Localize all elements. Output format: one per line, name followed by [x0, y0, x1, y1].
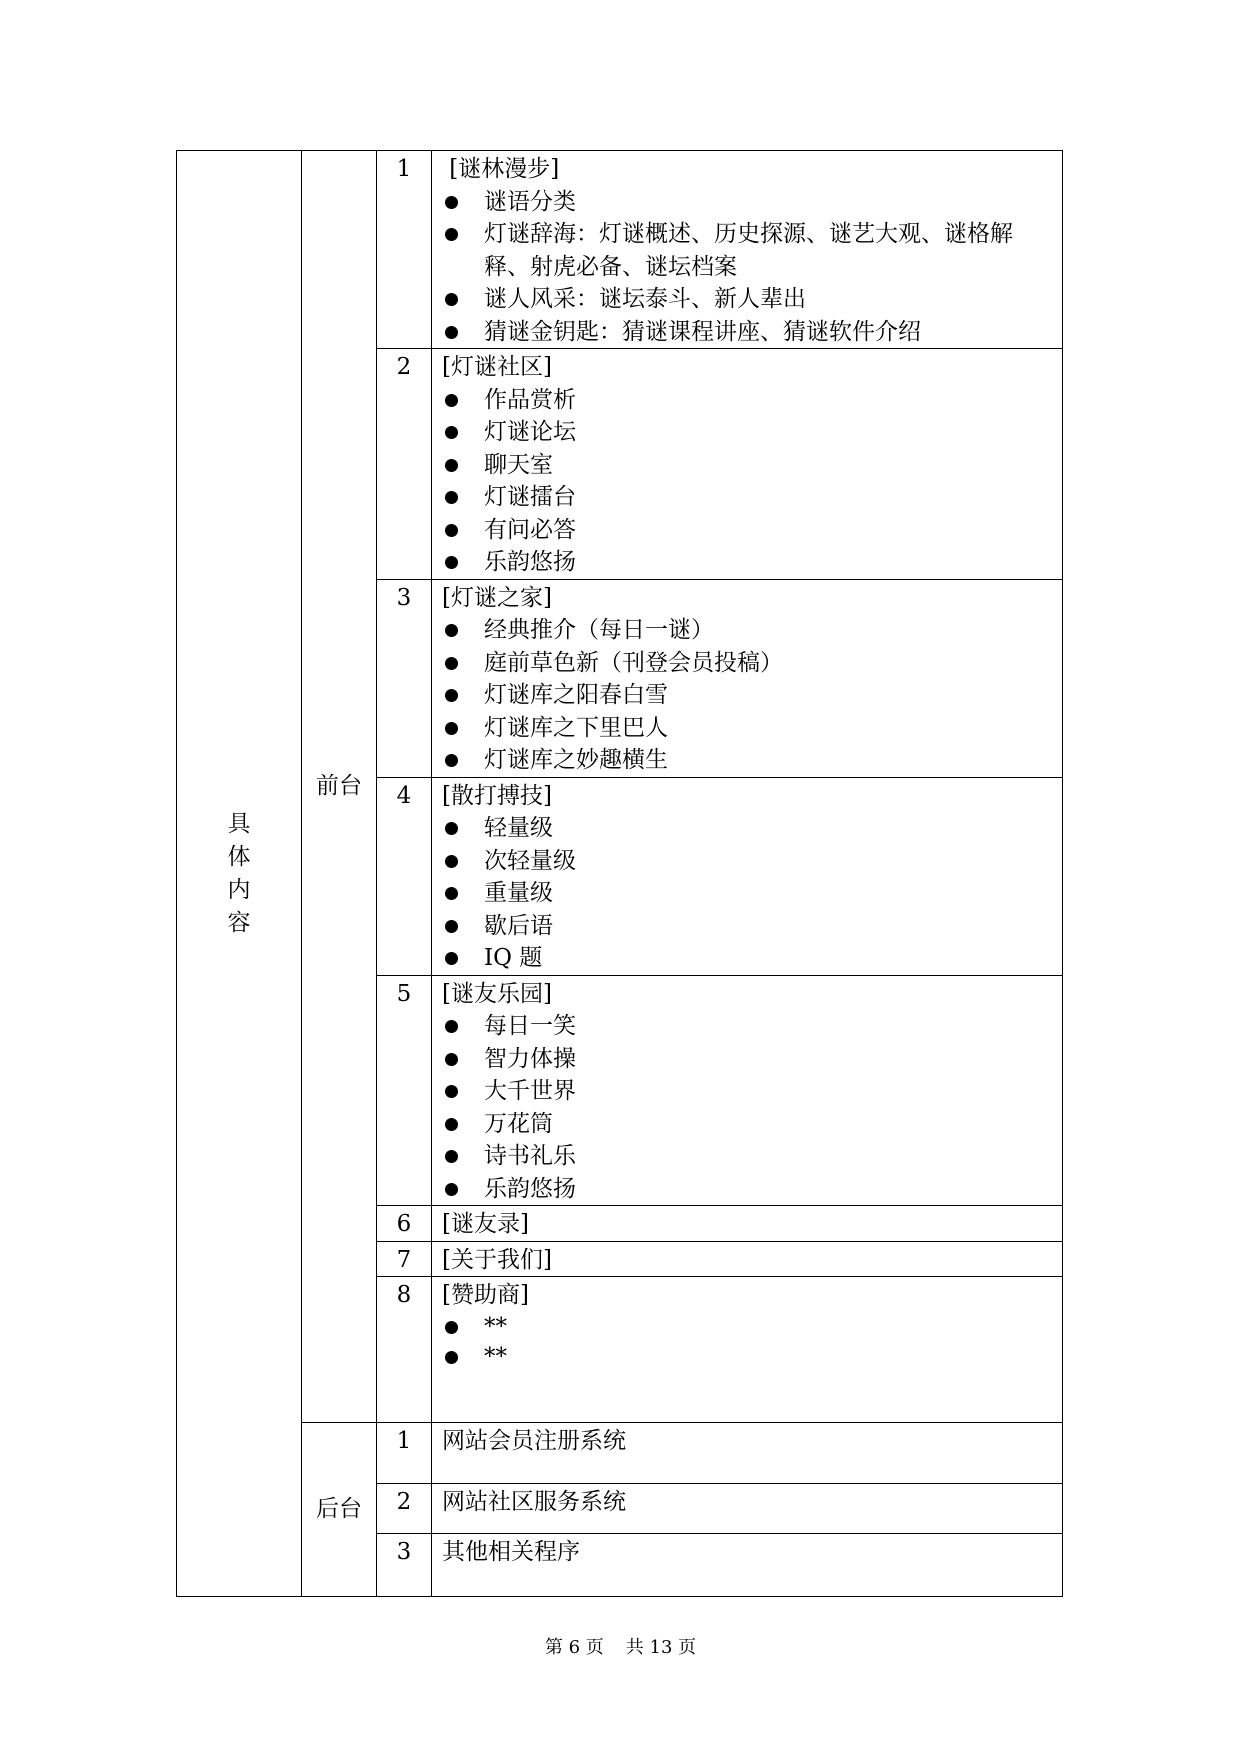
section-number: 4 [377, 777, 432, 975]
bullet-icon [445, 1053, 458, 1066]
list-item: 谜语分类 [442, 186, 1054, 219]
section-number: 7 [377, 1241, 432, 1277]
bullet-icon [445, 196, 458, 209]
backend-cell [302, 1423, 377, 1597]
section-content [432, 777, 1063, 975]
section-title: [关于我们] [442, 1246, 552, 1273]
bullet-icon [445, 1321, 458, 1334]
bullet-icon [445, 556, 458, 569]
section-title: [谜友乐园] [442, 980, 552, 1007]
section-content [432, 579, 1063, 777]
section-content [432, 1206, 1063, 1242]
section-content [432, 151, 1063, 349]
backend-label: 后台 [316, 1496, 362, 1523]
bullet-list [442, 812, 1054, 975]
bullet-icon [445, 1183, 458, 1196]
list-item: 轻量级 [442, 812, 1054, 845]
section-number: 3 [377, 579, 432, 777]
list-item: 经典推介（每日一谜） [442, 614, 1054, 647]
list-item: 灯谜擂台 [442, 481, 1054, 514]
list-item: 万花筒 [442, 1108, 1054, 1141]
section-number: 2 [377, 1484, 432, 1534]
bullet-icon [445, 394, 458, 407]
list-item: 歇后语 [442, 910, 1054, 943]
bullet-icon [445, 689, 458, 702]
list-item: 诗书礼乐 [442, 1140, 1054, 1173]
list-item: 灯谜辞海：灯谜概述、历史探源、谜艺大观、谜格解释、射虎必备、谜坛档案 [442, 218, 1054, 283]
list-item: 大千世界 [442, 1075, 1054, 1108]
section-content [432, 1241, 1063, 1277]
bullet-icon [445, 1118, 458, 1131]
list-item: 作品赏析 [442, 384, 1054, 417]
category-label: 具体内容 [227, 810, 251, 936]
list-item: IQ 题 [442, 942, 1054, 975]
section-title: [赞助商] [442, 1282, 529, 1308]
list-item: ** [442, 1312, 1054, 1342]
section-title: [灯谜社区] [442, 354, 552, 380]
page-total: 共 13 页 [625, 1637, 697, 1658]
bullet-icon [445, 624, 458, 637]
page-number: 第 6 页 [544, 1637, 604, 1658]
section-title: [谜友录] [442, 1211, 529, 1237]
list-item: 灯谜库之阳春白雪 [442, 679, 1054, 712]
list-item: 智力体操 [442, 1043, 1054, 1076]
bullet-icon [445, 920, 458, 933]
list-item: 每日一笑 [442, 1010, 1054, 1043]
bullet-icon [445, 754, 458, 767]
list-item: 灯谜库之下里巴人 [442, 712, 1054, 745]
bullet-icon [445, 822, 458, 835]
bullet-icon [445, 491, 458, 504]
list-item: 灯谜库之妙趣横生 [442, 744, 1054, 777]
bullet-icon [445, 887, 458, 900]
bullet-list [442, 384, 1054, 579]
section-number: 8 [377, 1277, 432, 1423]
content-table [176, 150, 1063, 1597]
section-title: 网站会员注册系统 [442, 1428, 626, 1454]
bullet-icon [445, 657, 458, 670]
section-title: 其他相关程序 [442, 1539, 580, 1565]
list-item: 猜谜金钥匙：猜谜课程讲座、猜谜软件介绍 [442, 316, 1054, 349]
bullet-icon [445, 722, 458, 735]
frontend-cell [302, 151, 377, 1423]
table-row [177, 1423, 1063, 1484]
section-number: 1 [377, 1423, 432, 1484]
section-content [432, 1277, 1063, 1423]
section-title: [灯谜之家] [442, 584, 552, 611]
bullet-icon [445, 326, 458, 339]
section-title: 网站社区服务系统 [442, 1489, 626, 1515]
bullet-icon [445, 293, 458, 306]
bullet-icon [445, 1085, 458, 1098]
bullet-icon [445, 1351, 458, 1364]
section-content [432, 349, 1063, 580]
page-footer [0, 1633, 1241, 1659]
list-item: 聊天室 [442, 449, 1054, 482]
section-content [432, 1423, 1063, 1484]
section-number: 6 [377, 1206, 432, 1242]
section-content [432, 1534, 1063, 1597]
list-item: 谜人风采：谜坛泰斗、新人辈出 [442, 283, 1054, 316]
bullet-icon [445, 459, 458, 472]
list-item: 庭前草色新（刊登会员投稿） [442, 647, 1054, 680]
section-title: [谜林漫步] [442, 156, 560, 182]
list-item: 乐韵悠扬 [442, 1173, 1054, 1206]
section-content [432, 975, 1063, 1206]
list-item: 有问必答 [442, 514, 1054, 547]
bullet-icon [445, 426, 458, 439]
list-item: 重量级 [442, 877, 1054, 910]
section-title: [散打搏技] [442, 782, 552, 809]
bullet-list [442, 1312, 1054, 1372]
bullet-list [442, 1010, 1054, 1205]
section-number: 1 [377, 151, 432, 349]
category-cell [177, 151, 302, 1597]
bullet-icon [445, 855, 458, 868]
bullet-icon [445, 1150, 458, 1163]
list-item: 次轻量级 [442, 845, 1054, 878]
list-item: 乐韵悠扬 [442, 546, 1054, 579]
list-item: 灯谜论坛 [442, 416, 1054, 449]
bullet-icon [445, 228, 458, 241]
bullet-list [442, 614, 1054, 777]
frontend-label: 前台 [316, 773, 362, 800]
bullet-icon [445, 952, 458, 965]
list-item: ** [442, 1342, 1054, 1372]
section-content [432, 1484, 1063, 1534]
section-number: 3 [377, 1534, 432, 1597]
bullet-icon [445, 524, 458, 537]
section-number: 2 [377, 349, 432, 580]
table-row [177, 151, 1063, 349]
bullet-icon [445, 1020, 458, 1033]
section-number: 5 [377, 975, 432, 1206]
bullet-list [442, 186, 1054, 349]
